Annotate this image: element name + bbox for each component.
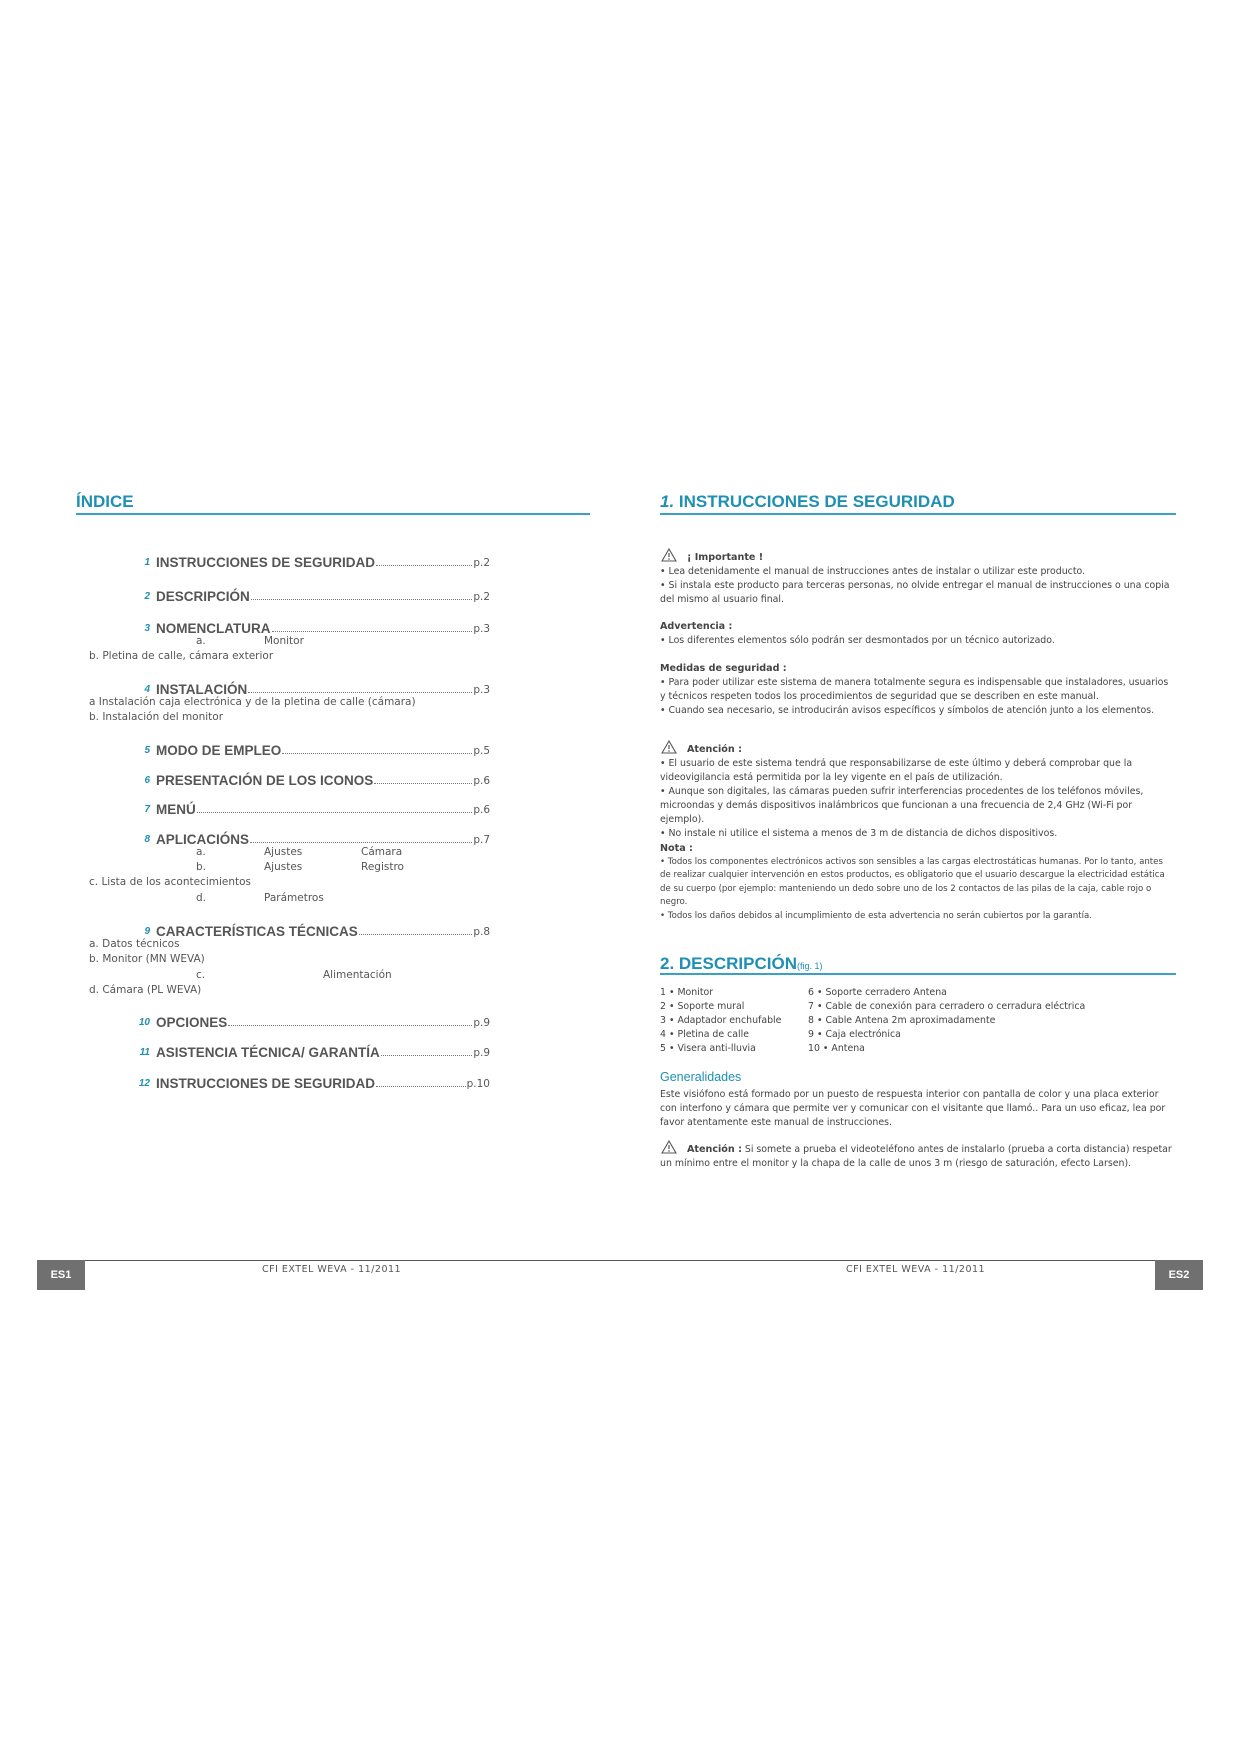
toc-page: p.3	[473, 684, 490, 696]
toc-title: DESCRIPCIÓN	[156, 589, 250, 604]
toc-page: p.2	[473, 557, 490, 569]
section-2-title-text: 2. DESCRIPCIÓN	[660, 954, 797, 973]
atencion-test-block	[660, 1140, 1176, 1171]
toc-number: 10	[138, 1017, 150, 1028]
toc-sub-letter: d.	[196, 892, 207, 904]
footer-text-left: CFI EXTEL WEVA - 11/2011	[262, 1264, 402, 1275]
list-item: 6 • Soporte cerradero Antena	[808, 987, 947, 998]
toc-leader	[376, 565, 472, 566]
toc-leader	[251, 599, 473, 600]
importante-label: ¡ Importante !	[686, 552, 764, 563]
toc-sub-text: Registro	[361, 861, 404, 873]
toc-entry-7[interactable]	[130, 799, 490, 817]
toc-sub-letter: c.	[196, 969, 206, 981]
section-2-rule	[660, 973, 1176, 975]
toc-number: 2	[144, 591, 150, 602]
toc-page: p.6	[473, 804, 490, 816]
list-item: 3 • Adaptador enchufable	[660, 1015, 782, 1026]
page-badge-right: ES2	[1155, 1260, 1203, 1290]
toc-title: MODO DE EMPLEO	[156, 743, 282, 758]
toc-page: p.6	[473, 775, 490, 787]
advertencia-text: • Los diferentes elementos sólo podrán ser desmontados por un técnico autorizado.	[660, 635, 1055, 646]
section-1-title	[660, 492, 955, 512]
toc-title: OPCIONES	[156, 1015, 228, 1030]
atencion-text-3: • No instale ni utilice el sistema a menos de 3 m de distancia de dichos dispositivos.	[660, 828, 1058, 839]
toc-leader	[197, 812, 473, 813]
toc-leader	[374, 783, 472, 784]
generalidades-paragraph: Este visiófono está formado por un puesto de respuesta interior con pantalla de color y una placa exterior con interfono y cámara que permite ver y comunicar con el visitante que llamó.. Para un uso eficaz, lea por favor atentamente este manual de instrucciones.	[660, 1089, 1166, 1128]
toc-number: 9	[144, 926, 150, 937]
toc-title: APLICACIÓNS	[156, 832, 250, 847]
toc-page: p.8	[473, 926, 490, 938]
list-item: 10 • Antena	[808, 1043, 865, 1054]
toc-sub-text: b. Pletina de calle, cámara exterior	[89, 650, 274, 662]
page-badge-left: ES1	[37, 1260, 85, 1290]
toc-page: p.9	[473, 1047, 490, 1059]
atencion-text-1: • El usuario de este sistema tendrá que responsabilizarse de este último y deberá comprobar que la videovigilancia está permitida por la ley vigente en el país de utilización.	[660, 758, 1133, 783]
toc-entry-1[interactable]	[130, 552, 490, 570]
toc-sub-text: Ajustes	[264, 861, 303, 873]
toc-title: PRESENTACIÓN DE LOS ICONOS	[156, 773, 374, 788]
list-item: 8 • Cable Antena 2m aproximadamente	[808, 1015, 996, 1026]
toc-number: 5	[144, 745, 150, 756]
warning-hand-icon	[660, 1140, 678, 1154]
toc-sub-text: a Instalación caja electrónica y de la pletina de calle (cámara)	[89, 696, 416, 708]
toc-sub-text: Ajustes	[264, 846, 303, 858]
footer-rule	[37, 1260, 1203, 1261]
nota-label: Nota :	[660, 843, 693, 854]
toc-page: p.9	[473, 1017, 490, 1029]
toc-entry-2[interactable]	[130, 586, 490, 604]
toc-title: INSTRUCCIONES DE SEGURIDAD	[156, 1076, 376, 1091]
toc-page: p.5	[473, 745, 490, 757]
toc-title: INSTRUCCIONES DE SEGURIDAD	[156, 555, 376, 570]
atencion-test-text: Si somete a prueba el videoteléfono antes de instalarlo (prueba a corta distancia) respetar un mínimo entre el monitor y la chapa de la calle de unos 3 m (riesgo de saturación, efecto Larsen).	[660, 1144, 1172, 1169]
toc-title: MENÚ	[156, 802, 196, 817]
toc-sub-letter: a.	[196, 635, 206, 647]
index-title: ÍNDICE	[76, 492, 134, 511]
toc-number: 8	[144, 834, 150, 845]
atencion-test-label: Atención :	[686, 1144, 742, 1155]
toc-entry-9[interactable]	[130, 921, 490, 939]
list-item: 5 • Visera anti-lluvia	[660, 1043, 756, 1054]
importante-block	[660, 548, 1176, 607]
toc-leader	[228, 1025, 472, 1026]
description-list-right	[808, 986, 1085, 1056]
section-2-fig-ref: (fig. 1)	[796, 961, 823, 971]
medidas-block	[660, 662, 1176, 718]
toc-sub-text: d. Cámara (PL WEVA)	[89, 984, 202, 996]
section-2-title	[660, 954, 823, 974]
toc-page: p.2	[473, 591, 490, 603]
toc-leader	[381, 1055, 473, 1056]
toc-sub-letter: a.	[196, 846, 206, 858]
list-item: 4 • Pletina de calle	[660, 1029, 750, 1040]
medidas-label: Medidas de seguridad :	[660, 663, 787, 674]
list-item: 9 • Caja electrónica	[808, 1029, 901, 1040]
toc-sub-text: b. Instalación del monitor	[89, 711, 224, 723]
toc-sub-text: Cámara	[361, 846, 403, 858]
toc-page: p.10	[466, 1078, 490, 1090]
toc-sub-text: Alimentación	[323, 969, 392, 981]
toc-number: 3	[144, 623, 150, 634]
importante-text-1: • Lea detenidamente el manual de instrucciones antes de instalar o utilizar este producto.	[660, 566, 1086, 577]
list-item: 7 • Cable de conexión para cerradero o cerradura eléctrica	[808, 1001, 1086, 1012]
toc-sub-text: Parámetros	[264, 892, 324, 904]
toc-leader	[248, 692, 472, 693]
medidas-text-1: • Para poder utilizar este sistema de manera totalmente segura es indispensable que instaladores, usuarios y técnicos respeten todos los procedimientos de seguridad que se describen en este manual.	[660, 677, 1169, 702]
section-1-rule	[660, 513, 1176, 515]
generalidades-text	[660, 1088, 1176, 1130]
toc-entry-6[interactable]	[130, 770, 490, 788]
toc-number: 4	[144, 684, 150, 695]
toc-number: 12	[138, 1078, 150, 1089]
toc-entry-5[interactable]	[130, 740, 490, 758]
toc-entry-4[interactable]	[130, 679, 490, 697]
toc-sub-letter: b.	[196, 861, 207, 873]
atencion-text-2: • Aunque son digitales, las cámaras pueden sufrir interferencias procedentes de los teléfonos móviles, microondas y demás dispositivos inalámbricos que funcionan a una frecuencia de 2,4 GHz (Wi-Fi por ejemplo).	[660, 786, 1144, 825]
generalidades-title: Generalidades	[660, 1070, 742, 1084]
list-item: 1 • Monitor	[660, 987, 714, 998]
toc-sub-text: Monitor	[264, 635, 304, 647]
toc-number: 11	[139, 1047, 150, 1058]
toc-sub-text: b. Monitor (MN WEVA)	[89, 953, 205, 965]
toc-leader	[359, 934, 473, 935]
toc-sub-text: a. Datos técnicos	[89, 938, 180, 950]
toc-title: ASISTENCIA TÉCNICA/ GARANTÍA	[156, 1045, 380, 1060]
toc-page: p.7	[473, 834, 490, 846]
advertencia-block	[660, 620, 1176, 648]
toc-title: CARACTERÍSTICAS TÉCNICAS	[156, 924, 358, 939]
list-item: 2 • Soporte mural	[660, 1001, 745, 1012]
atencion-block	[660, 740, 1176, 841]
toc-entry-8[interactable]	[130, 829, 490, 847]
toc-leader	[282, 753, 472, 754]
nota-text-2: • Todos los daños debidos al incumplimiento de esta advertencia no serán cubiertos por la garantía.	[660, 910, 1092, 921]
index-title-rule	[76, 513, 590, 515]
description-list-left	[660, 986, 781, 1056]
advertencia-label: Advertencia :	[660, 621, 733, 632]
warning-hand-icon	[660, 548, 678, 562]
importante-text-2: • Si instala este producto para terceras personas, no olvide entregar el manual de instrucciones o una copia del mismo al usuario final.	[660, 580, 1170, 605]
toc-entry-11[interactable]	[130, 1042, 490, 1060]
medidas-text-2: • Cuando sea necesario, se introducirán avisos específicos y símbolos de atención junto a los elementos.	[660, 705, 1155, 716]
section-1-number: 1.	[660, 492, 675, 511]
nota-block	[660, 842, 1176, 923]
section-1-title-text: INSTRUCCIONES DE SEGURIDAD	[678, 492, 955, 511]
toc-number: 7	[144, 804, 150, 815]
toc-entry-12[interactable]	[130, 1073, 490, 1091]
warning-hand-icon	[660, 740, 678, 754]
toc-title: NOMENCLATURA	[156, 621, 271, 636]
toc-number: 1	[144, 557, 150, 568]
toc-title: INSTALACIÓN	[156, 682, 248, 697]
toc-leader	[250, 842, 472, 843]
toc-leader	[376, 1086, 466, 1087]
nota-text-1: • Todos los componentes electrónicos activos son sensibles a las cargas electrostáticas humanas. Por lo tanto, antes de realizar cualquier intervención en estos productos, es obligatorio que el usuario descargue la electricidad estática de su cuerpo (por ejemplo: manteniendo un dedo sobre uno de los 2 contactos de las pilas de la caja, cable rojo o negro.	[660, 856, 1165, 907]
toc-page: p.3	[473, 623, 490, 635]
toc-entry-10[interactable]	[130, 1012, 490, 1030]
toc-sub-text: c. Lista de los acontecimientos	[89, 876, 252, 888]
footer-text-right: CFI EXTEL WEVA - 11/2011	[846, 1264, 986, 1275]
toc-entry-3[interactable]	[130, 618, 490, 636]
atencion-label: Atención :	[686, 744, 742, 755]
toc-number: 6	[144, 775, 150, 786]
toc-leader	[272, 631, 473, 632]
